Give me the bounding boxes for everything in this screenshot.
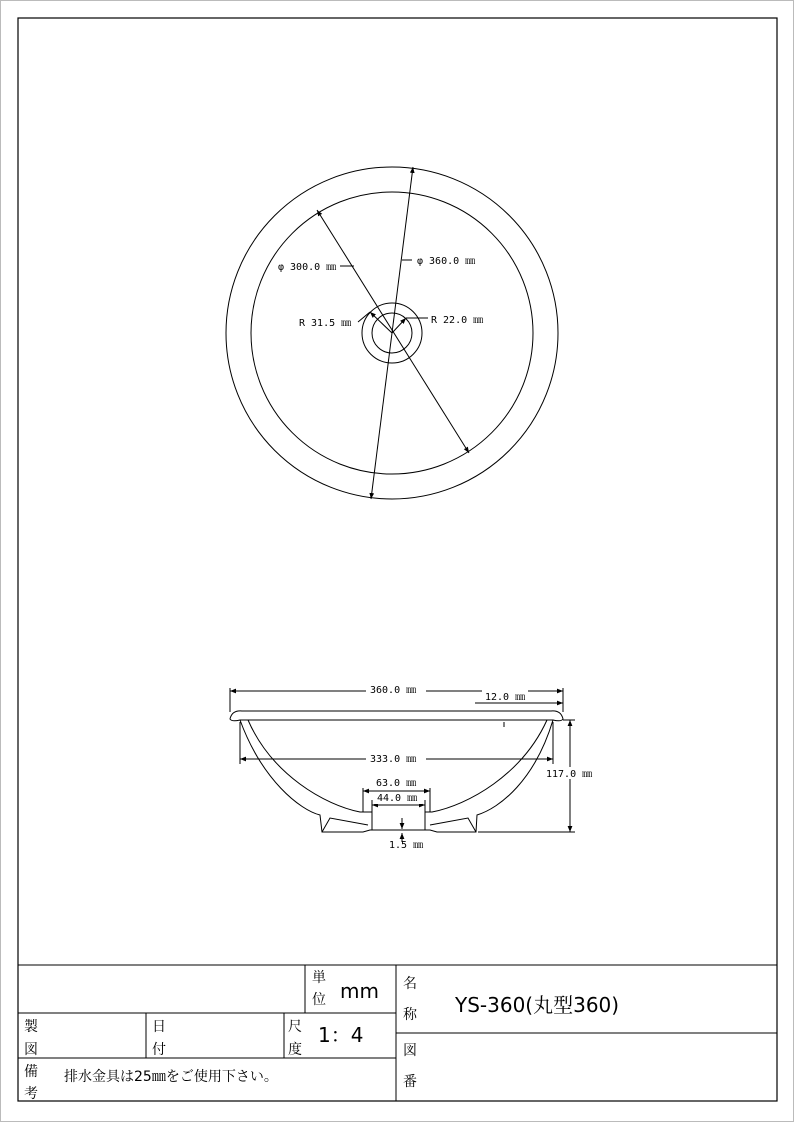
drawing-no-label-bottom: 番 [403,1074,417,1090]
unit-label-bottom: 位 [312,992,326,1008]
inner-diameter-label: φ 300.0 ㎜ [278,262,337,273]
drain-outer-radius-leader-ext [358,312,370,322]
height-label: 117.0 ㎜ [546,769,593,780]
drain-outer-width-label: 63.0 ㎜ [376,778,417,789]
outer-diameter-label: φ 360.0 ㎜ [417,256,476,267]
unit-label-top: 単 [312,970,326,986]
foot-right [430,818,476,832]
bowl-width-label: 333.0 ㎜ [370,754,417,765]
section-view [230,688,575,842]
unit-value: mm [340,979,379,1003]
drain-outer-radius-leader [370,312,392,333]
overall-width-label: 360.0 ㎜ [370,685,417,696]
drain-inner-radius-label: R 22.0 ㎜ [431,315,484,326]
drawing-no-label-top: 図 [403,1043,417,1059]
plan-view [226,167,558,499]
product-name: YS-360(丸型360) [455,993,620,1017]
rim-outline [230,711,563,721]
date-label-bottom: 付 [152,1042,166,1058]
remarks-label-top: 備 [24,1064,38,1080]
inner-bowl-wall [248,720,547,830]
section-view-labels [366,683,595,851]
remarks-label-bottom: 考 [24,1086,38,1102]
scale-label-bottom: 度 [288,1042,302,1058]
drain-outer-radius-label: R 31.5 ㎜ [299,318,352,329]
sheet-edge [1,1,794,1122]
date-label-top: 日 [152,1019,166,1035]
outer-bowl-wall [240,720,553,832]
name-label-bottom: 称 [403,1007,417,1023]
remarks-text: 排水金具は25㎜をご使用下さい。 [64,1069,278,1085]
maker-label-bottom: 図 [24,1042,38,1058]
plan-view-labels [278,256,483,329]
drain-inner-width-label: 44.0 ㎜ [377,793,418,804]
drawing-frame [18,18,777,1101]
name-label-top: 名 [403,976,417,992]
foot-left [322,818,368,832]
rim-offset-label: 12.0 ㎜ [485,692,526,703]
maker-label-top: 製 [24,1019,38,1035]
title-block-text [24,970,619,1102]
base-thickness-label: 1.5 ㎜ [389,840,424,851]
scale-value: 1：4 [318,1023,364,1047]
scale-label-top: 尺 [288,1019,302,1035]
